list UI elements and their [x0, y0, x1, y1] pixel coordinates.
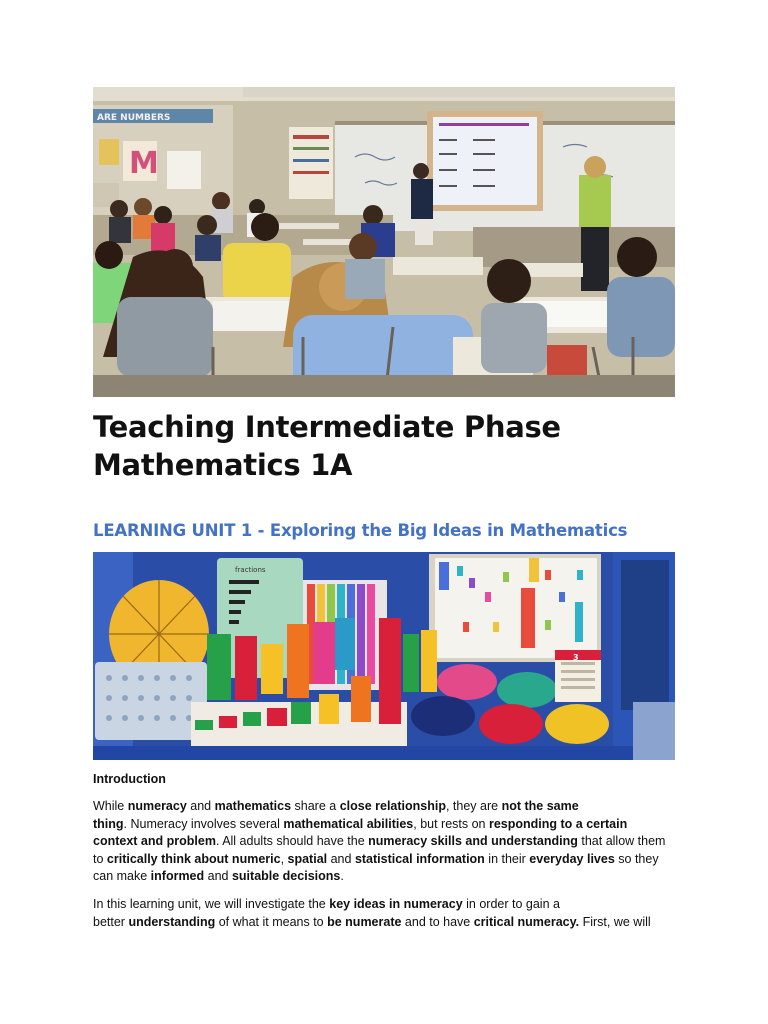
text-run: better	[93, 914, 129, 929]
paragraph-line	[93, 816, 683, 834]
bold-text-run: understanding	[128, 914, 216, 929]
bold-text-run: thing	[93, 816, 124, 831]
bold-text-run: everyday lives	[529, 851, 615, 866]
paragraph-1	[93, 798, 683, 886]
poster-letter: M	[129, 146, 159, 181]
bold-text-run: numeracy skills and understanding	[368, 834, 578, 849]
text-run: of what it means to	[215, 914, 328, 929]
bold-text-run: statistical information	[354, 851, 485, 866]
section-heading-introduction: Introduction	[93, 772, 166, 786]
bold-text-run: mathematics	[214, 799, 292, 813]
text-run: While	[93, 799, 128, 813]
title-line-2: Mathematics 1A	[93, 448, 353, 482]
stack-card-text: 3	[573, 653, 579, 662]
bold-text-run: not the same	[501, 799, 579, 813]
bold-text-run: critical numeracy.	[473, 914, 580, 929]
bold-text-run: context and problem	[93, 834, 216, 849]
paragraph-line	[93, 868, 683, 886]
bold-text-run: spatial	[287, 851, 328, 866]
paragraph-line	[93, 851, 683, 869]
text-run: and	[204, 869, 232, 884]
bold-text-run: responding to a certain	[488, 816, 628, 831]
text-run: ,	[280, 851, 288, 866]
paragraph-line	[93, 833, 683, 851]
paragraph-2	[93, 896, 683, 931]
title-line-1: Teaching Intermediate Phase	[93, 410, 561, 444]
text-run: .	[340, 869, 344, 884]
document-title	[93, 408, 693, 484]
text-run: In this learning unit, we will investigate the	[93, 897, 330, 911]
bold-text-run: mathematical abilities	[283, 816, 414, 831]
bold-text-run: informed	[150, 869, 205, 884]
text-run: share a	[291, 799, 340, 813]
text-run: and to have	[401, 914, 474, 929]
text-run: . Numeracy involves several	[123, 816, 284, 831]
text-run: , but rests on	[413, 816, 489, 831]
bold-text-run: be numerate	[327, 914, 402, 929]
text-run: in order to gain a	[462, 897, 560, 911]
paragraph-line	[93, 896, 683, 914]
bold-text-run: numeracy	[127, 799, 187, 813]
manipulatives-photo	[93, 552, 675, 760]
text-run: in their	[484, 851, 530, 866]
bold-text-run: close relationship	[339, 799, 446, 813]
text-run: that allow them	[577, 834, 666, 849]
text-run: and	[327, 851, 355, 866]
bold-text-run: key ideas in numeracy	[329, 897, 463, 911]
classroom-photo	[93, 87, 675, 397]
text-run: , they are	[445, 799, 502, 813]
paragraph-line	[93, 798, 683, 816]
text-run: can make	[93, 869, 151, 884]
board-title: fractions	[235, 566, 266, 574]
paragraph-line	[93, 914, 683, 932]
bold-text-run: critically think about numeric	[106, 851, 281, 866]
text-run: so they	[614, 851, 659, 866]
poster-text: ARE NUMBERS	[97, 113, 171, 123]
unit-heading: LEARNING UNIT 1 - Exploring the Big Ideas in Mathematics	[93, 521, 628, 540]
text-run: to	[93, 851, 107, 866]
text-run: and	[186, 799, 215, 813]
bold-text-run: suitable decisions	[231, 869, 341, 884]
text-run: . All adults should have the	[215, 834, 369, 849]
text-run: First, we will	[579, 914, 651, 929]
